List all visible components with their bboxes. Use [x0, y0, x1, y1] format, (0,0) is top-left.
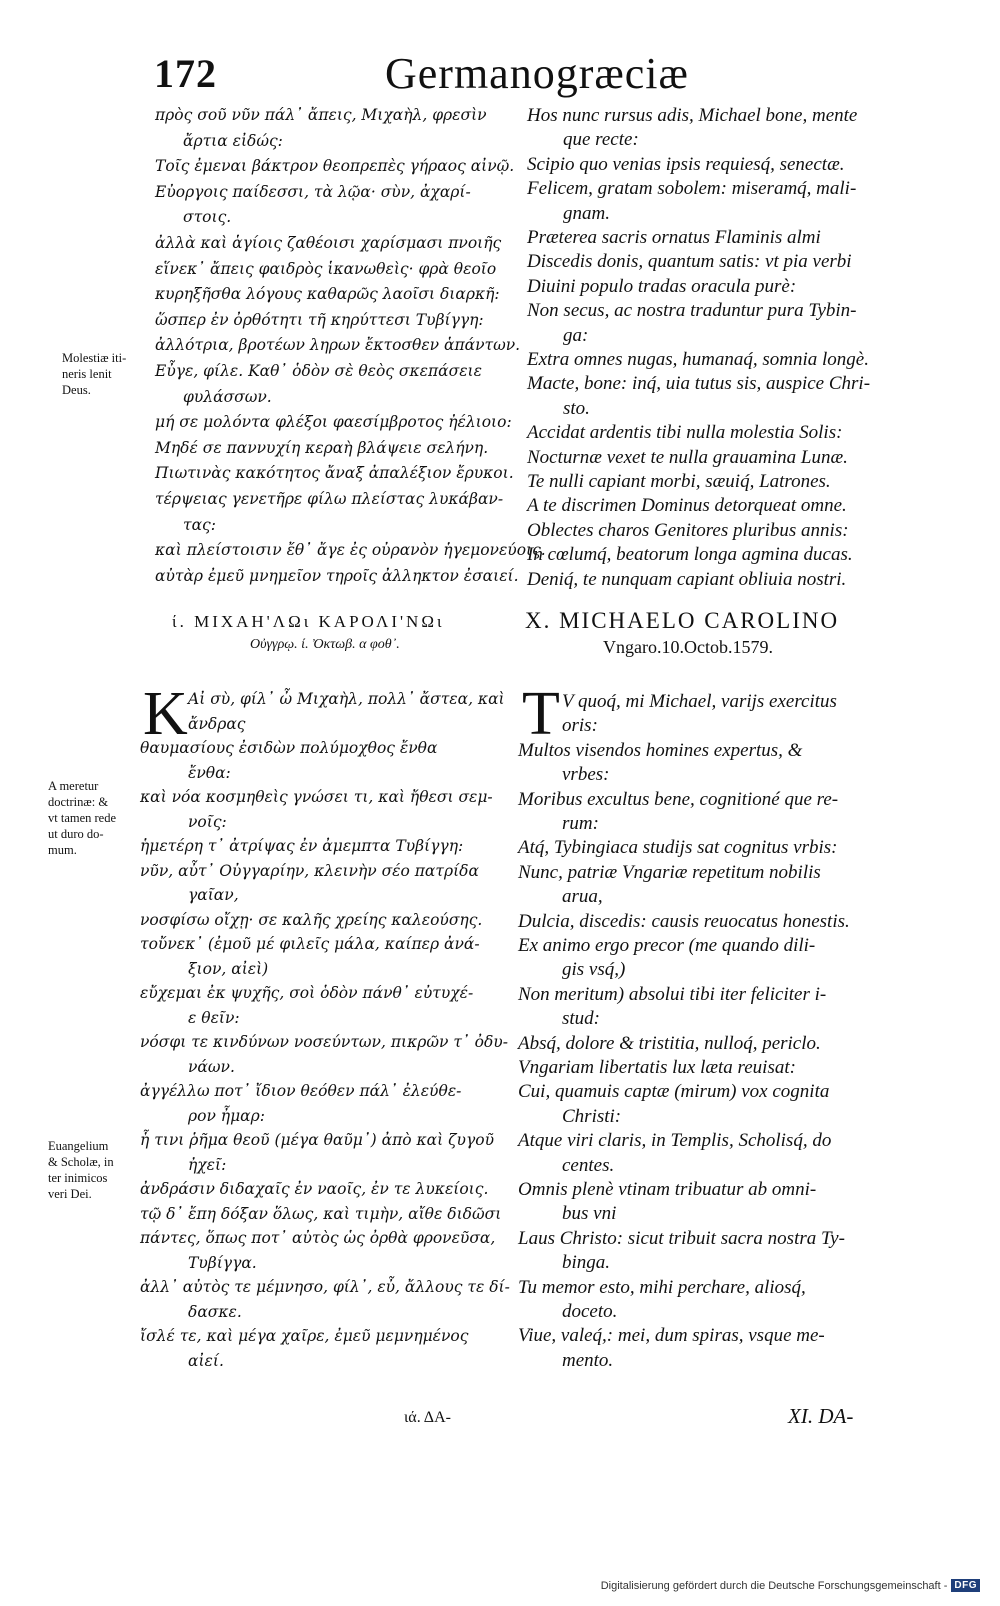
latin-verse-line: Te nulli capiant morbi, sæuiq́, Latrones. — [527, 471, 831, 492]
greek-verse-line: νόσφι τε κινδύνων νοσεύντων, πικρῶν τ᾽ ὀδυ- — [140, 1033, 508, 1051]
latin-verse-line: Laus Christo: sicut tribuit sacra nostra Ty- — [518, 1227, 845, 1249]
heading-latin-line2: Vngaro.10.Octob.1579. — [603, 637, 773, 657]
latin-verse-line: Atq́, Tybingiaca studijs sat cognitus vrbis: — [518, 837, 838, 859]
latin-catchword: XI. DA- — [788, 1404, 854, 1428]
greek-verse-line: ἡμετέρη τ᾽ ἀτρίψας ἐν ἀμεμπτα Τυβίγγη: — [140, 837, 464, 855]
greek-verse-line: ἀνδράσιν διδαχαῖς ἐν ναοῖς, ἐν τε λυκείοις. — [140, 1180, 489, 1198]
greek-verse-line: ἴσλέ τε, καὶ μέγα χαῖρε, ἐμεῦ μεμνημένος — [140, 1327, 469, 1345]
latin-verse-line: Cui, quamuis captæ (mirum) vox cognita — [518, 1081, 830, 1103]
greek-verse-line: ξιον, αἰεὶ) — [188, 959, 269, 978]
latin-verse-line: Præterea sacris ornatus Flaminis almi — [527, 227, 821, 248]
greek-verse-line: ὥσπερ ἐν ὀρθότητι τῆ κηρύττεσι Τυβίγγη: — [155, 310, 484, 329]
greek-verse-line: ἧ τινι ῥῆμα θεοῦ (μέγα θαῦμ᾽) ἀπὸ καὶ ζυγοῦ — [140, 1131, 494, 1149]
latin-verse-line: V quoq́, mi Michael, varijs exercitus — [562, 691, 837, 712]
latin-verse-line: Diuini populo tradas oracula purè: — [527, 275, 797, 297]
greek-verse-line: Εὐοργοις παίδεσσι, τὰ λῷα· σὺν, ἀχαρί- — [155, 182, 471, 201]
greek-verse-line: γαῖαν, — [188, 886, 239, 904]
greek-verse-line: πρὸς σοῦ νῦν πάλ᾽ ἄπεις, Μιχαὴλ, φρεσὶν — [155, 106, 487, 124]
latin-verse-line: Tu memor esto, mihi perchare, aliosq́, — [518, 1276, 806, 1298]
greek-verse-line: τῷ δ᾽ ἔπη δόξαν ὅλως, καὶ τιμὴν, αἴθε διδῶσι — [140, 1204, 502, 1223]
footer-credit-text: Digitalisierung gefördert durch die Deutsche Forschungsgemeinschaft - — [600, 1579, 948, 1592]
margin-note-line: ter inimicos — [48, 1171, 108, 1185]
greek-verse-line: τέρψειας γενετῆρε φίλω πλείστας λυκάβαν- — [155, 490, 504, 508]
greek-verse-line: νάων. — [188, 1057, 235, 1076]
latin-verse-line: Macte, bone: inq́, uia tutus sis, auspice Chri- — [527, 373, 871, 395]
greek-verse-line: Εὖγε, φίλε. Καθ᾽ ὁδὸν σὲ θεὸς σκεπάσειε — [155, 362, 482, 380]
greek-verse-line: φυλάσσων. — [183, 387, 272, 406]
greek-verse-line: ἄνδρας — [188, 714, 246, 733]
heading-greek-line2: Οὐγγρῳ. ί. Ὀκτωβ. α φοθ᾽. — [250, 637, 400, 652]
margin-note-line: veri Dei. — [48, 1187, 92, 1201]
latin-verse-line: Absq́, dolore & tristitia, nulloq́, periclo. — [518, 1032, 821, 1054]
latin-verse-line: Moribus excultus bene, cognitioné que re- — [518, 788, 839, 810]
latin-verse-line: Hos nunc rursus adis, Michael bone, mente — [527, 105, 858, 126]
latin-verse-line: rum: — [562, 813, 599, 834]
latin-verse-line: stud: — [562, 1008, 600, 1030]
margin-note-line: Euangelium — [48, 1139, 109, 1153]
latin-verse-line: Omnis plenè vtinam tribuatur ab omni- — [518, 1179, 817, 1200]
greek-verse-line: νῦν, αὖτ᾽ Οὐγγαρίην, κλεινὴν σέο πατρίδα — [140, 861, 479, 880]
latin-verse-line: A te discrimen Dominus detorqueat omne. — [527, 495, 847, 517]
latin-verse-line: Viue, valeq́,: mei, dum spiras, vsque me- — [518, 1325, 825, 1347]
greek-verse-line: Τυβίγγα. — [188, 1253, 257, 1272]
greek-verse-line: αἰεί. — [188, 1351, 224, 1370]
greek-verse-line: ἀλλ᾽ αὐτὸς τε μέμνησο, φίλ᾽, εὖ, ἄλλους τε δί- — [140, 1278, 510, 1296]
greek-verse-line: ἀγγέλλω ποτ᾽ ἴδιον θεόθεν πάλ᾽ ἐλεύθε- — [140, 1082, 462, 1100]
latin-verse-line: In cœlumq́, beatorum longa agmina ducas. — [527, 544, 853, 566]
greek-verse-line: Πιωτινὰς κακότητος ἄναξ ἀπαλέξιον ἔρυκοι. — [155, 464, 514, 483]
greek-verse-line: πάντες, ὅπως ποτ᾽ αὐτὸς ὡς ὀρθὰ φρονεῦσα, — [140, 1229, 496, 1247]
latin-verse-line: Dulcia, discedis: causis reuocatus honestis. — [518, 910, 850, 932]
latin-verse-line: centes. — [562, 1154, 615, 1176]
latin-verse-line: Extra omnes nugas, humanaq́, somnia longè. — [527, 349, 869, 370]
running-title: Germanogræciæ — [385, 49, 689, 98]
greek-verse-line: καὶ νόα κοσμηθεὶς γνώσει τι, καὶ ἤθεσι σεμ- — [140, 788, 493, 806]
latin-verse-line: Deniq́, te nunquam capiant obliuia nostri. — [527, 568, 847, 590]
latin-verse-line: binga. — [562, 1252, 611, 1274]
greek-verse-line: τας: — [183, 515, 216, 534]
margin-note-line: Deus. — [62, 383, 91, 397]
latin-verse-line: Ex animo ergo precor (me quando dili- — [518, 935, 816, 956]
margin-note-line: vt tamen rede — [48, 811, 117, 825]
latin-drop-cap: T — [522, 680, 560, 748]
greek-verse-line: τοὔνεκ᾽ (ἐμοῦ μέ φιλεῖς μάλα, καίπερ ἀνά- — [140, 935, 480, 953]
greek-verse-line: στοις. — [183, 208, 232, 227]
footer-credit — [601, 1579, 980, 1592]
page-number: 172 — [154, 51, 217, 96]
margin-note-line: Molestiæ iti- — [62, 351, 127, 365]
latin-verse-line: Atque viri claris, in Templis, Scholisq́, do — [518, 1130, 832, 1152]
latin-verse-line: Accidat ardentis tibi nulla molestia Solis: — [527, 422, 843, 444]
heading-greek-line1: ί. ΜΙΧΑΗ'ΛΩι ΚΑΡΟΛΙ'ΝΩι — [172, 612, 445, 631]
greek-verse-line: ρον ἦμαρ: — [188, 1106, 265, 1125]
margin-note-line: A meretur — [48, 779, 99, 793]
latin-verse-line: Scipio quo venias ipsis requiesq́, senectæ. — [527, 153, 845, 175]
margin-note-line: & Scholæ, in — [48, 1155, 114, 1169]
latin-verse-line: sto. — [563, 397, 590, 419]
greek-verse-line: ε θεῖν: — [188, 1008, 240, 1027]
greek-verse-line: Αἰ σὺ, φίλ᾽ ὦ Μιχαὴλ, πολλ᾽ ἄστεα, καὶ — [188, 690, 505, 708]
latin-verse-line: doceto. — [562, 1301, 618, 1322]
latin-verse-line: Multos visendos homines expertus, & — [518, 739, 803, 761]
latin-verse-line: Oblectes charos Genitores pluribus annis: — [527, 519, 849, 541]
latin-verse-line: ga: — [563, 324, 589, 346]
latin-verse-line: Discedis donis, quantum satis: vt pia verbi — [527, 251, 852, 273]
greek-verse-line: ἀλλότρια, βροτέων ληρων ἔκτοσθεν ἁπάντων. — [155, 336, 521, 355]
greek-verse-line: νοῖς: — [188, 812, 227, 831]
latin-verse-line: arua, — [562, 886, 603, 908]
greek-verse-line: Τοῖς ἐμεναι βάκτρον θεοπρεπὲς γήραος αἰνῷ. — [155, 157, 515, 176]
margin-note-line: mum. — [48, 843, 77, 857]
latin-verse-line: Christi: — [562, 1105, 622, 1127]
latin-verse-line: mento. — [562, 1349, 614, 1371]
greek-verse-line: ἠχεῖ: — [188, 1155, 227, 1174]
latin-verse-line: Non meritum) absolui tibi iter feliciter i- — [518, 983, 827, 1005]
latin-verse-line: Vngariam libertatis lux læta reuisat: — [518, 1057, 796, 1078]
greek-verse-line: ἀλλὰ καὶ ἁγίοις ζαθέοισι χαρίσμασι πνοιῆς — [155, 234, 502, 252]
greek-verse-line: ἄρτια εἰδώς: — [183, 131, 283, 150]
latin-verse-line: Nocturnæ vexet te nulla grauamina Lunæ. — [527, 446, 848, 468]
greek-catchword: ιά. ΔΑ- — [404, 1409, 451, 1426]
greek-verse-line: μή σε μολόντα φλέξοι φαεσίμβροτος ἠέλιοιο: — [155, 413, 512, 432]
greek-verse-line: εἵνεκ᾽ ἄπεις φαιδρὸς ἱκανωθεὶς· φρὰ θεοῖο — [155, 259, 497, 278]
dfg-logo: DFG — [951, 1579, 980, 1592]
latin-verse-line: gnam. — [563, 202, 610, 224]
latin-verse-line: Felicem, gratam sobolem: miseramq́, mali- — [527, 178, 857, 200]
latin-verse-line: vrbes: — [562, 764, 610, 786]
greek-verse-line: Μηδέ σε παννυχίη κεραὴ βλάψειε σελήνη. — [155, 438, 489, 457]
greek-verse-line: ἔνθα: — [188, 763, 231, 782]
latin-verse-line: Non secus, ac nostra traduntur pura Tybin- — [527, 300, 857, 322]
greek-verse-line: καὶ πλείστοισιν ἔθ᾽ ἄγε ἐς οὐρανὸν ἡγεμονεύοις. — [155, 541, 546, 560]
latin-verse-line: gis vsq́,) — [562, 959, 626, 981]
greek-verse-line: αὐτὰρ ἐμεῦ μνημεῖον τηροῖς ἀλληκτον ἐσαιεί. — [155, 566, 519, 585]
greek-verse-line: θαυμασίους ἐσιδὼν πολύμοχθος ἔνθα — [140, 739, 438, 757]
latin-verse-line: Nunc, patriæ Vngariæ repetitum nobilis — [518, 861, 821, 883]
latin-verse-line: oris: — [562, 715, 598, 737]
latin-verse-line: que recte: — [563, 129, 639, 151]
margin-note-line: neris lenit — [62, 367, 112, 381]
heading-latin-line1: X. MICHAELO CAROLINO — [525, 608, 840, 633]
margin-note-line: doctrinæ: & — [48, 795, 109, 809]
latin-verse-line: bus vni — [562, 1203, 617, 1225]
greek-verse-line: νοσφίσω οἴχῃ· σε καλῆς χρείης καλεούσης. — [140, 910, 483, 929]
greek-verse-line: δασκε. — [188, 1302, 242, 1321]
margin-note-line: ut duro do- — [48, 827, 104, 841]
greek-verse-line: εὔχεμαι ἐκ ψυχῆς, σοὶ ὁδὸν πάνθ᾽ εὐτυχέ- — [140, 984, 474, 1002]
greek-drop-cap: K — [143, 680, 188, 748]
greek-verse-line: κυρηξῆσθα λόγους καθαρῶς λαοῖσι διαρκῆ: — [155, 285, 500, 304]
